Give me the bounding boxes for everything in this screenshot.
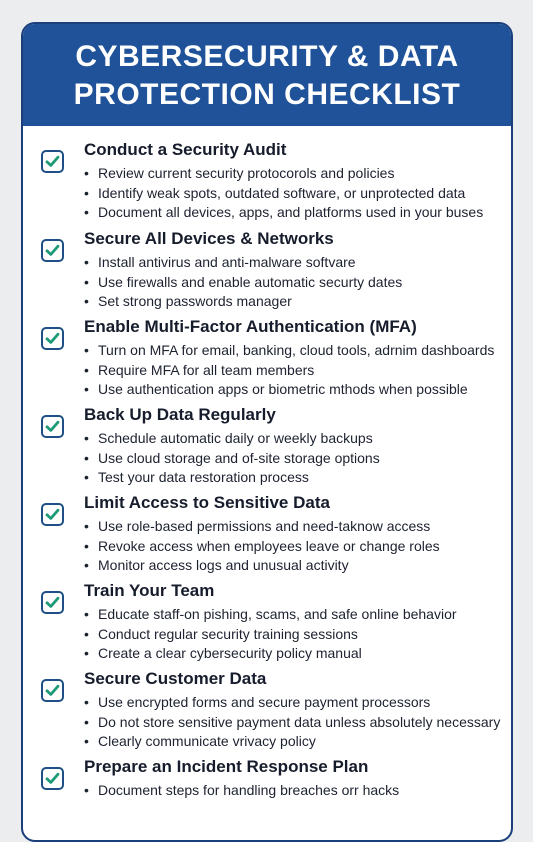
bullet-item: • Revoke access when employees leave or change roles: [84, 537, 440, 557]
checklist-item: [23, 569, 511, 661]
bullet-item: • Identify weak spots, outdated software, or unprotected data: [84, 184, 483, 204]
bullet-item: • Require MFA for all team members: [84, 361, 494, 381]
bullet-list: [84, 605, 457, 664]
bullet-item: • Do not store sensitive payment data unless absolutely necessary: [84, 713, 500, 733]
bullet-list: [84, 429, 380, 488]
checkmark-icon: [44, 330, 61, 347]
item-title: Secure Customer Data: [84, 669, 267, 688]
checklist-item: [23, 217, 511, 309]
bullet-list: [84, 517, 440, 576]
checkbox-checked-icon[interactable]: [41, 503, 64, 526]
bullet-item: • Document steps for handling breaches orr hacks: [84, 781, 399, 801]
bullet-list: [84, 693, 500, 752]
checklist-item: [23, 128, 511, 220]
checkbox-checked-icon[interactable]: [41, 767, 64, 790]
bullet-item: • Create a clear cybersecurity policy manual: [84, 644, 457, 664]
page-title-line-2: PROTECTION CHECKLIST: [73, 78, 461, 111]
bullet-item: • Set strong passwords manager: [84, 292, 402, 312]
item-title: Prepare an Incident Response Plan: [84, 757, 369, 776]
item-title: Secure All Devices & Networks: [84, 229, 334, 248]
bullet-item: • Turn on MFA for email, banking, cloud tools, adrnim dashboards: [84, 341, 494, 361]
item-title: Back Up Data Regularly: [84, 405, 276, 424]
bullet-item: • Use cloud storage and of-site storage options: [84, 449, 380, 469]
bullet-item: • Use encrypted forms and secure payment processors: [84, 693, 500, 713]
checkbox-checked-icon[interactable]: [41, 327, 64, 350]
checklist-item: [23, 393, 511, 485]
bullet-list: [84, 164, 483, 223]
checkmark-icon: [44, 418, 61, 435]
checkbox-checked-icon[interactable]: [41, 415, 64, 438]
bullet-item: • Monitor access logs and unusual activity: [84, 556, 440, 576]
checkbox-checked-icon[interactable]: [41, 591, 64, 614]
bullet-item: • Use role-based permissions and need-taknow access: [84, 517, 440, 537]
page-title-line-1: CYBERSECURITY & DATA: [75, 40, 459, 73]
bullet-item: • Educate staff-on pishing, scams, and safe online behavior: [84, 605, 457, 625]
checklist-item: [23, 745, 511, 833]
bullet-list: [84, 253, 402, 312]
bullet-item: • Conduct regular security training sessions: [84, 625, 457, 645]
bullet-list: [84, 781, 399, 801]
checklist-item: [23, 305, 511, 397]
checklist-item: [23, 481, 511, 573]
item-title: Enable Multi-Factor Authentication (MFA): [84, 317, 417, 336]
checklist-item: [23, 657, 511, 749]
checklist-card: [21, 22, 513, 842]
checkmark-icon: [44, 682, 61, 699]
item-title: Conduct a Security Audit: [84, 140, 287, 159]
bullet-item: • Schedule automatic daily or weekly backups: [84, 429, 380, 449]
checkmark-icon: [44, 594, 61, 611]
item-title: Train Your Team: [84, 581, 215, 600]
bullet-item: • Use firewalls and enable automatic securty dates: [84, 273, 402, 293]
bullet-item: • Test your data restoration process: [84, 468, 380, 488]
checkmark-icon: [44, 242, 61, 259]
checkbox-checked-icon[interactable]: [41, 239, 64, 262]
checkbox-checked-icon[interactable]: [41, 679, 64, 702]
bullet-item: • Review current security protocorols and policies: [84, 164, 483, 184]
checkbox-checked-icon[interactable]: [41, 150, 64, 173]
item-title: Limit Access to Sensitive Data: [84, 493, 330, 512]
bullet-item: • Clearly communicate vrivacy policy: [84, 732, 500, 752]
checkmark-icon: [44, 153, 61, 170]
bullet-item: • Document all devices, apps, and platforms used in your buses: [84, 203, 483, 223]
bullet-list: [84, 341, 494, 400]
header-banner: [23, 24, 511, 126]
checkmark-icon: [44, 506, 61, 523]
checkmark-icon: [44, 770, 61, 787]
bullet-item: • Use authentication apps or biometric mthods when possible: [84, 380, 494, 400]
bullet-item: • Install antivirus and anti-malware softvare: [84, 253, 402, 273]
